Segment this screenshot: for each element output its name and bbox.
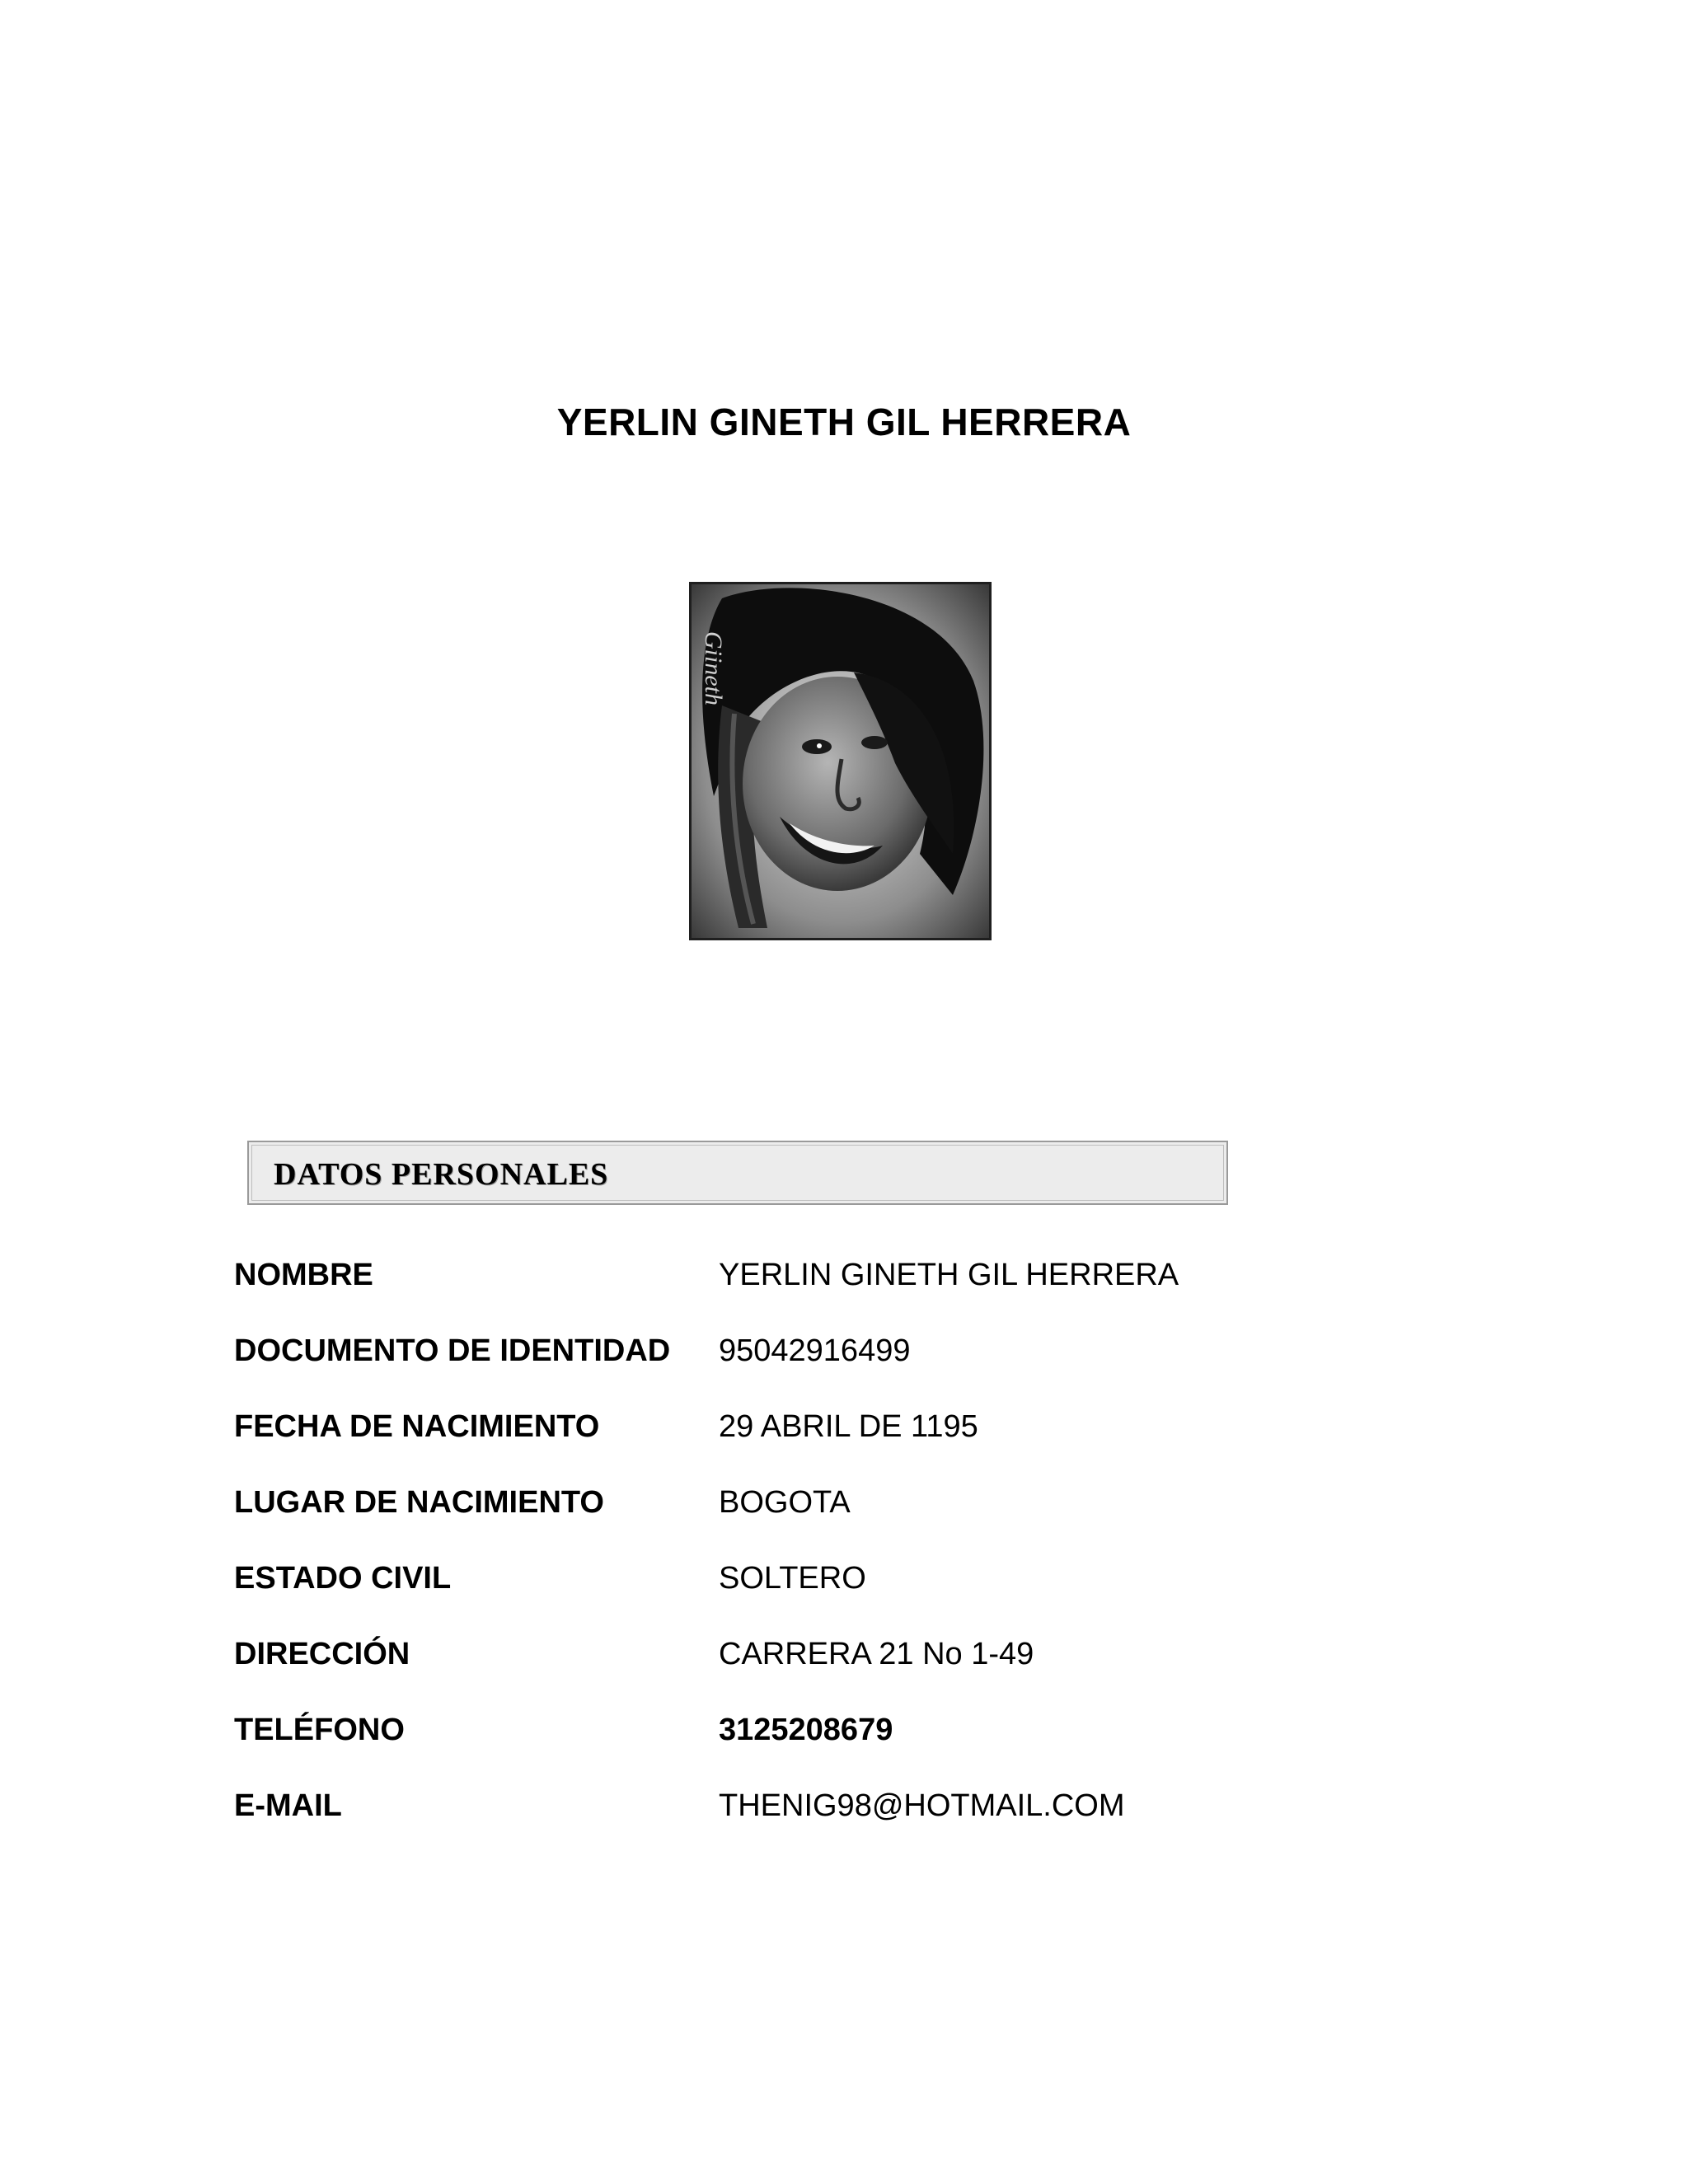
field-value: 3125208679 — [719, 1713, 893, 1747]
field-row-estado-civil — [234, 1558, 1470, 1599]
field-label: ESTADO CIVIL — [234, 1561, 452, 1596]
field-label: DIRECCIÓN — [234, 1637, 410, 1671]
field-label: NOMBRE — [234, 1258, 373, 1292]
section-title: DATOS PERSONALES — [274, 1157, 609, 1192]
field-label: LUGAR DE NACIMIENTO — [234, 1485, 604, 1520]
field-row-lugar-nacimiento — [234, 1482, 1470, 1523]
field-value: 29 ABRIL DE 1195 — [719, 1409, 978, 1444]
field-value: SOLTERO — [719, 1561, 866, 1596]
field-value: BOGOTA — [719, 1485, 851, 1520]
field-value: YERLIN GINETH GIL HERRERA — [719, 1258, 1179, 1292]
section-header-datos-personales — [247, 1141, 1228, 1205]
field-row-nombre — [234, 1254, 1470, 1296]
field-row-fecha-nacimiento — [234, 1406, 1470, 1447]
field-row-direccion — [234, 1633, 1470, 1675]
field-value: CARRERA 21 No 1-49 — [719, 1637, 1034, 1671]
document-title: YERLIN GINETH GIL HERRERA — [556, 401, 1132, 443]
field-row-telefono — [234, 1709, 1470, 1750]
profile-photo — [689, 582, 992, 940]
field-label: TELÉFONO — [234, 1713, 405, 1747]
svg-text:Giineth: Giineth — [700, 631, 727, 705]
field-row-documento — [234, 1330, 1470, 1371]
field-row-email — [234, 1785, 1470, 1826]
field-label: FECHA DE NACIMIENTO — [234, 1409, 600, 1444]
field-value: 95042916499 — [719, 1333, 911, 1368]
field-label: DOCUMENTO DE IDENTIDAD — [234, 1333, 671, 1368]
field-label: E-MAIL — [234, 1788, 342, 1823]
field-value: THENIG98@HOTMAIL.COM — [719, 1788, 1125, 1823]
